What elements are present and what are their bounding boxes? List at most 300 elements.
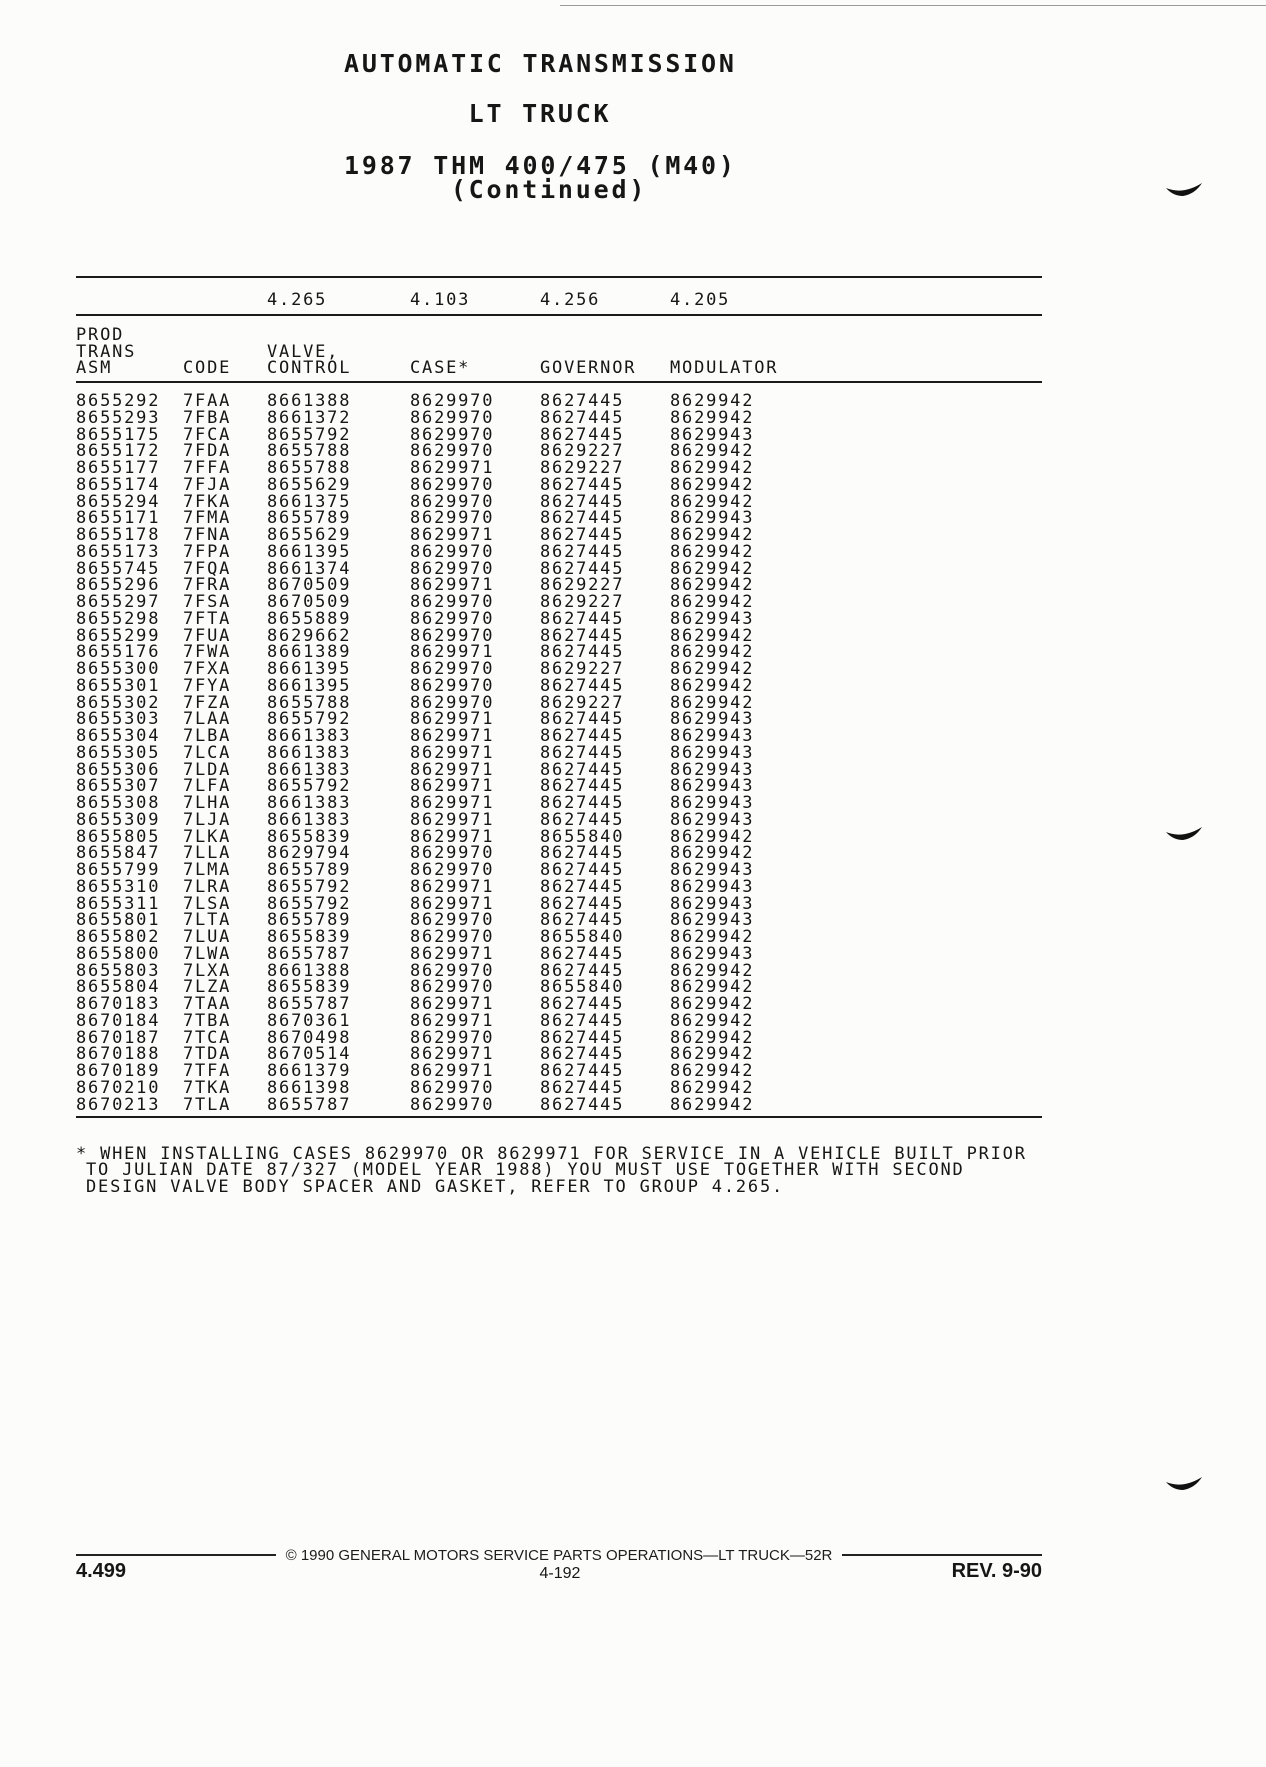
- cell-governor: 8627445: [540, 759, 625, 780]
- cell-governor: 8627445: [540, 1094, 625, 1115]
- cell-valve-control: 8655792: [267, 709, 352, 730]
- cell-case: 8629971: [410, 994, 495, 1014]
- footnote-line: DESIGN VALVE BODY SPACER AND GASKET, REFER TO GROUP 4.265.: [86, 1177, 785, 1197]
- cell-modulator: 8629942: [670, 1061, 755, 1081]
- cell-code: 7LSA: [183, 893, 232, 914]
- cell-trans-asm: 8655308: [76, 793, 161, 813]
- cell-modulator: 8629942: [670, 592, 755, 612]
- cell-valve-control: 8661383: [267, 793, 352, 813]
- cell-governor: 8627445: [540, 910, 625, 931]
- cell-trans-asm: 8655294: [76, 491, 161, 512]
- cell-governor: 8627445: [540, 474, 625, 495]
- cell-governor: 8627445: [540, 1044, 625, 1065]
- cell-case: 8629970: [410, 608, 495, 629]
- cell-valve-control: 8661388: [267, 391, 352, 411]
- cell-trans-asm: 8670184: [76, 1010, 161, 1031]
- cell-code: 7TDA: [183, 1044, 232, 1065]
- cell-governor: 8627445: [540, 726, 625, 746]
- footnote-line: * WHEN INSTALLING CASES 8629970 OR 8629971 FOR SERVICE IN A VEHICLE BUILT PRIOR: [76, 1144, 1027, 1164]
- footer-rule-left: [76, 1554, 276, 1556]
- copyright-notice: © 1990 GENERAL MOTORS SERVICE PARTS OPERATIONS—LT TRUCK—52R: [285, 1546, 833, 1564]
- table-row: [76, 407, 1042, 428]
- cell-modulator: 8629943: [670, 943, 755, 964]
- column-header-asm: ASM: [76, 358, 113, 378]
- cell-trans-asm: 8655174: [76, 474, 161, 495]
- cell-governor: 8629227: [540, 441, 625, 462]
- cell-case: 8629970: [410, 407, 495, 428]
- cell-code: 7FDA: [183, 441, 232, 462]
- cell-case: 8629970: [410, 843, 495, 864]
- cell-trans-asm: 8655800: [76, 943, 161, 964]
- model-heading: 1987 THM 400/475 (M40): [344, 151, 737, 180]
- cell-trans-asm: 8655293: [76, 407, 161, 428]
- cell-governor: 8627445: [540, 625, 625, 646]
- column-header-code: CODE: [183, 358, 232, 378]
- group-number-row: [76, 292, 1042, 309]
- cell-code: 7FQA: [183, 558, 232, 579]
- cell-modulator: 8629942: [670, 407, 755, 428]
- cell-case: 8629970: [410, 391, 495, 411]
- cell-case: 8629970: [410, 659, 495, 679]
- cell-case: 8629971: [410, 893, 495, 914]
- cell-case: 8629971: [410, 1044, 495, 1065]
- cell-valve-control: 8655788: [267, 441, 352, 462]
- cell-code: 7TFA: [183, 1061, 232, 1081]
- column-header-control: CONTROL: [267, 358, 352, 378]
- cell-valve-control: 8661389: [267, 642, 352, 663]
- cell-code: 7FTA: [183, 608, 232, 629]
- cell-trans-asm: 8655304: [76, 726, 161, 746]
- cell-trans-asm: 8655178: [76, 525, 161, 545]
- cell-valve-control: 8655787: [267, 943, 352, 964]
- footer-rule-row: [76, 1545, 1042, 1565]
- cell-governor: 8627445: [540, 608, 625, 629]
- cell-valve-control: 8655788: [267, 458, 352, 478]
- cell-trans-asm: 8655799: [76, 860, 161, 880]
- cell-modulator: 8629942: [670, 826, 755, 847]
- cell-trans-asm: 8655745: [76, 558, 161, 579]
- cell-governor: 8627445: [540, 407, 625, 428]
- cell-trans-asm: 8655175: [76, 424, 161, 445]
- cell-governor: 8627445: [540, 709, 625, 730]
- cell-code: 7FSA: [183, 592, 232, 612]
- cell-code: 7LAA: [183, 709, 232, 730]
- cell-governor: 8627445: [540, 776, 625, 797]
- cell-modulator: 8629942: [670, 525, 755, 545]
- footer-rule-right: [842, 1554, 1042, 1556]
- cell-governor: 8627445: [540, 843, 625, 864]
- cell-modulator: 8629942: [670, 977, 755, 998]
- cell-modulator: 8629943: [670, 726, 755, 746]
- cell-governor: 8627445: [540, 642, 625, 663]
- page-number: 4-192: [539, 1565, 581, 1582]
- cell-governor: 8627445: [540, 793, 625, 813]
- cell-case: 8629970: [410, 692, 495, 713]
- cell-valve-control: 8661372: [267, 407, 352, 428]
- cell-modulator: 8629942: [670, 541, 755, 562]
- cell-modulator: 8629942: [670, 927, 755, 947]
- cell-valve-control: 8661375: [267, 491, 352, 512]
- cell-modulator: 8629943: [670, 742, 755, 763]
- cell-code: 7TKA: [183, 1077, 232, 1098]
- cell-code: 7TCA: [183, 1027, 232, 1048]
- cell-modulator: 8629942: [670, 1094, 755, 1115]
- cell-trans-asm: 8670183: [76, 994, 161, 1014]
- cell-trans-asm: 8655298: [76, 608, 161, 629]
- group-rule: [76, 314, 1042, 316]
- cell-governor: 8627445: [540, 675, 625, 696]
- cell-case: 8629970: [410, 977, 495, 998]
- cell-modulator: 8629942: [670, 558, 755, 579]
- cell-code: 7FUA: [183, 625, 232, 646]
- folio-number: 4.499: [76, 1560, 127, 1582]
- cell-modulator: 8629942: [670, 625, 755, 646]
- table-row: [76, 1010, 1042, 1031]
- cell-governor: 8627445: [540, 1027, 625, 1048]
- table-row: [76, 541, 1042, 562]
- header-rule: [76, 381, 1042, 383]
- cell-governor: 8627445: [540, 525, 625, 545]
- cell-code: 7LXA: [183, 960, 232, 981]
- cell-case: 8629970: [410, 675, 495, 696]
- cell-governor: 8627445: [540, 960, 625, 981]
- cell-case: 8629970: [410, 474, 495, 495]
- table-bottom-rule: [76, 1116, 1042, 1118]
- cell-valve-control: 8655839: [267, 826, 352, 847]
- cell-code: 7TLA: [183, 1094, 232, 1115]
- cell-trans-asm: 8655802: [76, 927, 161, 947]
- cell-trans-asm: 8655302: [76, 692, 161, 713]
- cell-case: 8629970: [410, 491, 495, 512]
- cell-governor: 8629227: [540, 692, 625, 713]
- cell-trans-asm: 8655310: [76, 876, 161, 897]
- cell-trans-asm: 8655171: [76, 508, 161, 529]
- cell-trans-asm: 8655307: [76, 776, 161, 797]
- cell-modulator: 8629942: [670, 675, 755, 696]
- cell-trans-asm: 8655801: [76, 910, 161, 931]
- cell-governor: 8629227: [540, 458, 625, 478]
- cell-trans-asm: 8655309: [76, 809, 161, 830]
- binder-tab-mark: [1165, 1476, 1203, 1492]
- cell-modulator: 8629943: [670, 860, 755, 880]
- cell-governor: 8627445: [540, 809, 625, 830]
- cell-case: 8629971: [410, 943, 495, 964]
- cell-valve-control: 8670498: [267, 1027, 352, 1048]
- column-header-case: CASE*: [410, 358, 471, 378]
- cell-governor: 8627445: [540, 1061, 625, 1081]
- cell-code: 7TBA: [183, 1010, 232, 1031]
- cell-trans-asm: 8655311: [76, 893, 161, 914]
- cell-valve-control: 8655792: [267, 893, 352, 914]
- cell-case: 8629970: [410, 441, 495, 462]
- cell-code: 7FJA: [183, 474, 232, 495]
- cell-governor: 8627445: [540, 994, 625, 1014]
- cell-modulator: 8629942: [670, 458, 755, 478]
- table-row: [76, 742, 1042, 763]
- revision-label: REV. 9-90: [951, 1560, 1042, 1582]
- table-row: [76, 1094, 1042, 1115]
- cell-governor: 8627445: [540, 541, 625, 562]
- cell-case: 8629971: [410, 742, 495, 763]
- table-row: [76, 809, 1042, 830]
- cell-case: 8629971: [410, 809, 495, 830]
- cell-case: 8629971: [410, 525, 495, 545]
- cell-governor: 8627445: [540, 1077, 625, 1098]
- table-row: [76, 876, 1042, 897]
- cell-valve-control: 8670361: [267, 1010, 352, 1031]
- cell-trans-asm: 8655301: [76, 675, 161, 696]
- cell-trans-asm: 8655176: [76, 642, 161, 663]
- cell-case: 8629971: [410, 1061, 495, 1081]
- cell-valve-control: 8655629: [267, 525, 352, 545]
- parts-table: [76, 276, 1042, 1121]
- page-title: AUTOMATIC TRANSMISSION: [344, 49, 737, 78]
- cell-modulator: 8629943: [670, 876, 755, 897]
- cell-code: 7FMA: [183, 508, 232, 529]
- cell-code: 7LWA: [183, 943, 232, 964]
- cell-governor: 8629227: [540, 659, 625, 679]
- cell-trans-asm: 8655292: [76, 391, 161, 411]
- cell-valve-control: 8655792: [267, 776, 352, 797]
- cell-valve-control: 8655787: [267, 1094, 352, 1115]
- cell-valve-control: 8661395: [267, 659, 352, 679]
- cell-case: 8629970: [410, 508, 495, 529]
- page-heading: [344, 0, 736, 210]
- cell-governor: 8629227: [540, 592, 625, 612]
- cell-valve-control: 8661374: [267, 558, 352, 579]
- cell-code: 7LDA: [183, 759, 232, 780]
- column-header-prod: PROD: [76, 325, 125, 345]
- cell-code: 7LJA: [183, 809, 232, 830]
- cell-governor: 8627445: [540, 424, 625, 445]
- cell-case: 8629971: [410, 776, 495, 797]
- cell-modulator: 8629942: [670, 1027, 755, 1048]
- cell-valve-control: 8655839: [267, 977, 352, 998]
- cell-modulator: 8629943: [670, 776, 755, 797]
- cell-trans-asm: 8655847: [76, 843, 161, 864]
- cell-case: 8629971: [410, 642, 495, 663]
- cell-code: 7TAA: [183, 994, 232, 1014]
- cell-case: 8629971: [410, 726, 495, 746]
- cell-governor: 8627445: [540, 860, 625, 880]
- cell-governor: 8629227: [540, 575, 625, 596]
- cell-modulator: 8629942: [670, 575, 755, 596]
- cell-valve-control: 8655792: [267, 876, 352, 897]
- cell-trans-asm: 8655299: [76, 625, 161, 646]
- cell-code: 7FPA: [183, 541, 232, 562]
- cell-case: 8629970: [410, 592, 495, 612]
- cell-modulator: 8629942: [670, 994, 755, 1014]
- cell-trans-asm: 8655300: [76, 659, 161, 679]
- cell-trans-asm: 8655805: [76, 826, 161, 847]
- cell-governor: 8627445: [540, 508, 625, 529]
- group-number-governor: 4.256: [540, 290, 601, 310]
- cell-valve-control: 8661398: [267, 1077, 352, 1098]
- cell-modulator: 8629943: [670, 759, 755, 780]
- column-header-trans: TRANS: [76, 342, 137, 362]
- cell-code: 7LLA: [183, 843, 232, 864]
- cell-valve-control: 8661395: [267, 675, 352, 696]
- cell-code: 7FNA: [183, 525, 232, 545]
- cell-trans-asm: 8655305: [76, 742, 161, 763]
- cell-code: 7FXA: [183, 659, 232, 679]
- footnote-line: TO JULIAN DATE 87/327 (MODEL YEAR 1988) YOU MUST USE TOGETHER WITH SECOND: [86, 1160, 965, 1180]
- cell-code: 7FBA: [183, 407, 232, 428]
- cell-governor: 8627445: [540, 943, 625, 964]
- cell-trans-asm: 8655296: [76, 575, 161, 596]
- continued-label: (Continued): [450, 175, 648, 204]
- cell-trans-asm: 8655303: [76, 709, 161, 730]
- cell-case: 8629970: [410, 860, 495, 880]
- cell-valve-control: 8670509: [267, 575, 352, 596]
- cell-trans-asm: 8670189: [76, 1061, 161, 1081]
- cell-code: 7LZA: [183, 977, 232, 998]
- cell-modulator: 8629942: [670, 1044, 755, 1065]
- cell-case: 8629971: [410, 876, 495, 897]
- cell-governor: 8627445: [540, 391, 625, 411]
- table-row: [76, 675, 1042, 696]
- cell-governor: 8627445: [540, 742, 625, 763]
- cell-modulator: 8629942: [670, 391, 755, 411]
- column-header-line-3: [76, 360, 1042, 377]
- page-subtitle: LT TRUCK: [468, 99, 612, 128]
- cell-trans-asm: 8655172: [76, 441, 161, 462]
- cell-valve-control: 8655629: [267, 474, 352, 495]
- cell-modulator: 8629942: [670, 642, 755, 663]
- cell-valve-control: 8661383: [267, 759, 352, 780]
- cell-valve-control: 8629794: [267, 843, 352, 864]
- cell-modulator: 8629943: [670, 709, 755, 730]
- column-header-governor: GOVERNOR: [540, 358, 637, 378]
- group-number-case: 4.103: [410, 290, 471, 310]
- cell-valve-control: 8661383: [267, 742, 352, 763]
- cell-modulator: 8629943: [670, 793, 755, 813]
- cell-modulator: 8629942: [670, 441, 755, 462]
- cell-governor: 8627445: [540, 876, 625, 897]
- cell-modulator: 8629943: [670, 893, 755, 914]
- cell-governor: 8655840: [540, 977, 625, 998]
- cell-code: 7FYA: [183, 675, 232, 696]
- cell-modulator: 8629942: [670, 843, 755, 864]
- cell-code: 7LMA: [183, 860, 232, 880]
- cell-code: 7FRA: [183, 575, 232, 596]
- table-row: [76, 1077, 1042, 1098]
- cell-modulator: 8629943: [670, 910, 755, 931]
- cell-modulator: 8629943: [670, 608, 755, 629]
- column-header-line-1: [76, 327, 1042, 344]
- cell-trans-asm: 8670213: [76, 1094, 161, 1115]
- cell-code: 7FWA: [183, 642, 232, 663]
- cell-code: 7LCA: [183, 742, 232, 763]
- cell-code: 7LKA: [183, 826, 232, 847]
- table-row: [76, 474, 1042, 495]
- cell-trans-asm: 8655297: [76, 592, 161, 612]
- cell-valve-control: 8655789: [267, 910, 352, 931]
- cell-valve-control: 8655792: [267, 424, 352, 445]
- cell-case: 8629971: [410, 793, 495, 813]
- binder-tab-mark: [1165, 826, 1203, 842]
- cell-trans-asm: 8670187: [76, 1027, 161, 1048]
- cell-code: 7LUA: [183, 927, 232, 947]
- cell-trans-asm: 8670210: [76, 1077, 161, 1098]
- cell-valve-control: 8661395: [267, 541, 352, 562]
- group-number-modulator: 4.205: [670, 290, 731, 310]
- cell-case: 8629971: [410, 575, 495, 596]
- cell-code: 7LRA: [183, 876, 232, 897]
- cell-code: 7LFA: [183, 776, 232, 797]
- cell-case: 8629970: [410, 541, 495, 562]
- cell-valve-control: 8655788: [267, 692, 352, 713]
- cell-modulator: 8629942: [670, 1077, 755, 1098]
- cell-trans-asm: 8655803: [76, 960, 161, 981]
- cell-valve-control: 8661379: [267, 1061, 352, 1081]
- cell-modulator: 8629943: [670, 809, 755, 830]
- cell-trans-asm: 8655306: [76, 759, 161, 780]
- cell-code: 7LBA: [183, 726, 232, 746]
- cell-case: 8629970: [410, 910, 495, 931]
- cell-governor: 8655840: [540, 927, 625, 947]
- binder-tab-mark: [1165, 182, 1203, 198]
- cell-modulator: 8629942: [670, 1010, 755, 1031]
- cell-case: 8629971: [410, 826, 495, 847]
- cell-modulator: 8629943: [670, 424, 755, 445]
- cell-trans-asm: 8655173: [76, 541, 161, 562]
- cell-case: 8629971: [410, 458, 495, 478]
- cell-governor: 8627445: [540, 558, 625, 579]
- cell-modulator: 8629942: [670, 491, 755, 512]
- cell-valve-control: 8661383: [267, 726, 352, 746]
- cell-code: 7FKA: [183, 491, 232, 512]
- table-top-rule: [76, 276, 1042, 278]
- cell-governor: 8627445: [540, 491, 625, 512]
- cell-case: 8629970: [410, 625, 495, 646]
- cell-modulator: 8629942: [670, 474, 755, 495]
- cell-case: 8629971: [410, 1010, 495, 1031]
- cell-modulator: 8629942: [670, 960, 755, 981]
- cell-code: 7LTA: [183, 910, 232, 931]
- cell-trans-asm: 8655177: [76, 458, 161, 478]
- cell-valve-control: 8661388: [267, 960, 352, 981]
- cell-case: 8629970: [410, 1094, 495, 1115]
- cell-case: 8629971: [410, 709, 495, 730]
- cell-trans-asm: 8655804: [76, 977, 161, 998]
- cell-valve-control: 8670514: [267, 1044, 352, 1065]
- cell-valve-control: 8661383: [267, 809, 352, 830]
- table-row: [76, 608, 1042, 629]
- cell-governor: 8627445: [540, 1010, 625, 1031]
- cell-valve-control: 8655787: [267, 994, 352, 1014]
- cell-case: 8629970: [410, 927, 495, 947]
- cell-valve-control: 8670509: [267, 592, 352, 612]
- group-number-valve-control: 4.265: [267, 290, 328, 310]
- cell-governor: 8627445: [540, 893, 625, 914]
- cell-valve-control: 8655789: [267, 508, 352, 529]
- column-header-valve: VALVE,: [267, 342, 340, 362]
- cell-code: 7FZA: [183, 692, 232, 713]
- cell-code: 7FAA: [183, 391, 232, 411]
- cell-case: 8629970: [410, 960, 495, 981]
- cell-code: 7FFA: [183, 458, 232, 478]
- column-header-modulator: MODULATOR: [670, 358, 779, 378]
- cell-valve-control: 8655839: [267, 927, 352, 947]
- cell-case: 8629970: [410, 1077, 495, 1098]
- cell-case: 8629971: [410, 759, 495, 780]
- cell-modulator: 8629942: [670, 692, 755, 713]
- cell-modulator: 8629942: [670, 659, 755, 679]
- cell-governor: 8655840: [540, 826, 625, 847]
- cell-code: 7FCA: [183, 424, 232, 445]
- cell-case: 8629970: [410, 424, 495, 445]
